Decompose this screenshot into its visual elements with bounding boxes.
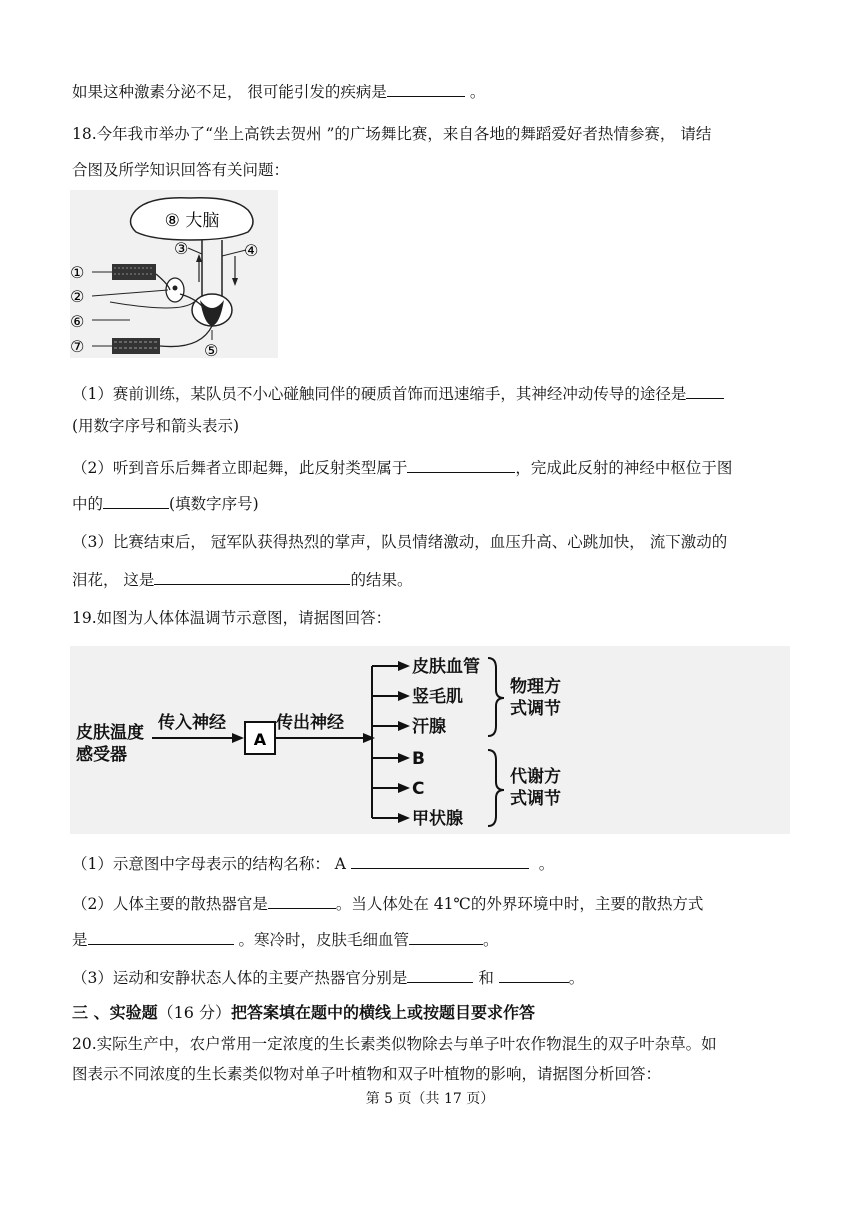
section-heading: 三 、实验题（16 分）把答案填在题中的横线上或按题目要求作答	[72, 1003, 536, 1022]
q18-p3-line2: 泪花， 这是 的结果。	[72, 568, 412, 590]
answer-blank[interactable]	[154, 568, 350, 585]
receptor-label-2: 感受器	[76, 745, 127, 765]
metabolic-regulation-2: 式调节	[510, 789, 561, 809]
q18-stem-line1: 18.今年我市举办了“坐上高铁去贺州 ”的广场舞比赛，来自各地的舞蹈爱好者热情参赛， 请结	[72, 125, 712, 143]
physical-regulation-1: 物理方	[510, 677, 561, 697]
page-footer: 第 5 页（共 17 页）	[365, 1091, 495, 1107]
receptor-label-1: 皮肤温度	[76, 723, 144, 743]
answer-blank[interactable]	[387, 80, 465, 97]
q19-p1-line: （1）示意图中字母表示的结构名称： A 。	[72, 852, 554, 874]
q20-line1: 20.实际生产中，农户常用一定浓度的生长素类似物除去与单子叶农作物混生的双子叶杂草。如	[72, 1035, 717, 1053]
q18-p1-line1: （1）赛前训练，某队员不小心碰触同伴的硬质首饰而迅速缩手，其神经冲动传导的途径是	[72, 382, 724, 404]
afferent-nerve-label: 传入神经	[158, 713, 226, 733]
effector-b: B	[412, 749, 425, 769]
q17-tail-line: 如果这种激素分泌不足， 很可能引发的疾病是 。	[72, 80, 485, 102]
effector-arrector-muscle: 竖毛肌	[412, 687, 463, 707]
answer-blank[interactable]	[407, 456, 515, 473]
q20-line2: 图表示不同浓度的生长素类似物对单子叶植物和双子叶植物的影响，请据图分析回答：	[72, 1065, 662, 1083]
q18-p3-line1: （3）比赛结束后， 冠军队获得热烈的掌声，队员情绪激动，血压升高、心跳加快， 流下激动的	[72, 533, 728, 551]
effector-sweat-gland: 汗腺	[412, 717, 446, 737]
effector-skin-vessel: 皮肤血管	[412, 657, 480, 677]
q19-p2-line1: （2）人体主要的散热器官是 。当人体处在 41℃的外界环境中时，主要的散热方式	[72, 892, 703, 914]
label-1: ①	[70, 263, 85, 282]
effector-thyroid: 甲状腺	[412, 809, 463, 829]
label-3: ③	[174, 239, 189, 258]
thermoregulation-diagram	[70, 646, 790, 834]
label-4: ④	[244, 241, 259, 260]
q18-p1-line2: (用数字序号和箭头表示)	[72, 417, 240, 435]
q19-p3-line: （3）运动和安静状态人体的主要产热器官分别是 和 。	[72, 966, 584, 988]
answer-blank[interactable]	[499, 966, 569, 983]
q17-text: 如果这种激素分泌不足， 很可能引发的疾病是	[72, 83, 387, 101]
answer-blank[interactable]	[268, 892, 336, 909]
efferent-nerve-label: 传出神经	[276, 713, 344, 733]
answer-blank[interactable]	[686, 382, 724, 399]
q18-stem-line2: 合图及所学知识回答有关问题：	[72, 161, 290, 179]
q19-stem: 19.如图为人体体温调节示意图，请据图回答：	[72, 609, 392, 627]
physical-regulation-2: 式调节	[510, 699, 561, 719]
answer-blank[interactable]	[407, 966, 473, 983]
q18-p2-line2: 中的 (填数字序号)	[72, 492, 259, 514]
answer-blank[interactable]	[88, 928, 234, 945]
reflex-arc-diagram	[70, 190, 278, 358]
q18-p2-line1: （2）听到音乐后舞者立即起舞，此反射类型属于 ，完成此反射的神经中枢位于图	[72, 456, 732, 478]
answer-blank[interactable]	[351, 852, 529, 869]
brain-label: ⑧ 大脑	[164, 211, 220, 231]
label-7: ⑦	[70, 337, 85, 356]
center-label-a: A	[253, 730, 267, 749]
metabolic-regulation-1: 代谢方	[510, 767, 561, 787]
answer-blank[interactable]	[409, 928, 483, 945]
effector-c: C	[412, 779, 425, 799]
label-6: ⑥	[70, 312, 85, 331]
q19-p2-line2: 是 。寒冷时，皮肤毛细血管 。	[72, 928, 498, 950]
answer-blank[interactable]	[103, 492, 169, 509]
label-2: ②	[70, 287, 85, 306]
label-5: ⑤	[204, 341, 219, 358]
